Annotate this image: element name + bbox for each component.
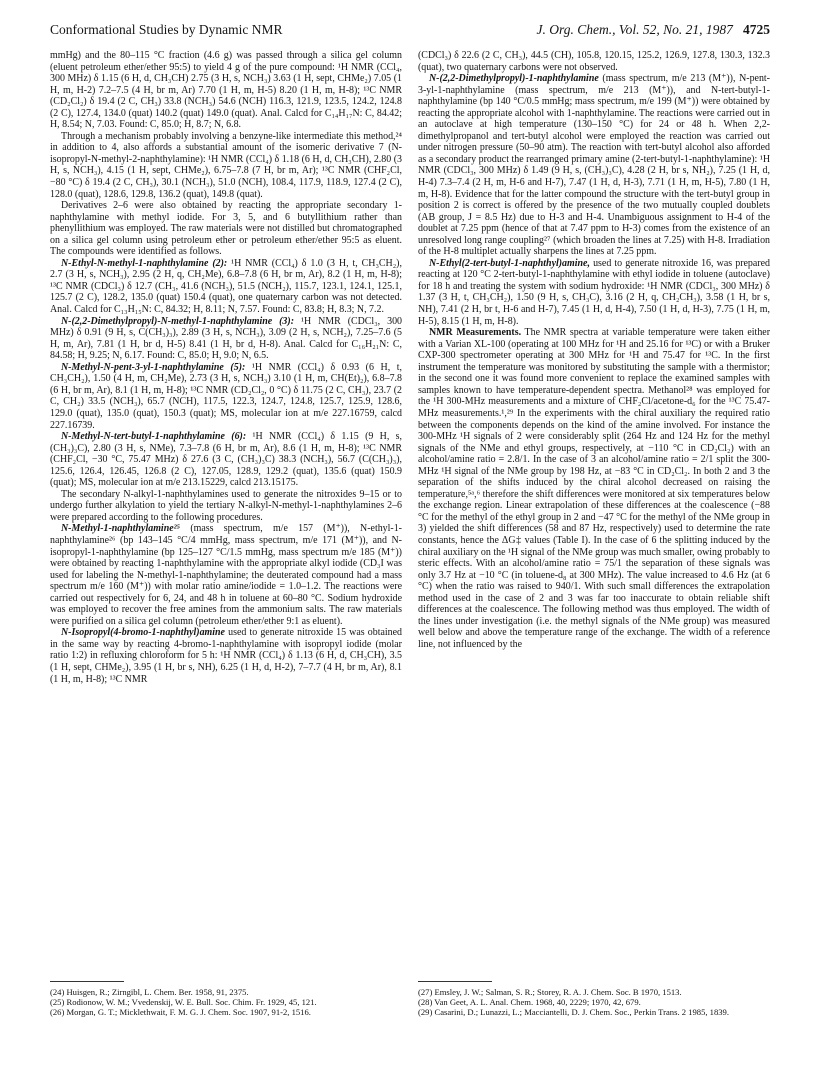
paragraph: N-Methyl-N-tert-butyl-1-naphthylamine (6): ¹H NMR (CCl₄) δ 1.15 (9 H, s, (CH₃)₃C), 2.80 (3 H, s, NMe), 7.3–7.8 (6 H, br m, Ar), 8.6 (1 H, m, H-8); ¹³C NMR (CHF₂Cl, −30 °C, 75.47 MHz) δ 27.6 (3 C, (CH₃)₃C) 38.3 (NCH₃), 56.7 (C(CH₃)₃), 125.6, 126.4, 126.45, 126.8 (2 C), 127.05, 128.9, 129.2 (quat), 135.6 (quat) 150.9 (quat); MS, molecular ion at m/e 213.15229, calcd 213.15175. <box>50 431 403 489</box>
paragraph: N-Methyl-N-pent-3-yl-1-naphthylamine (5): ¹H NMR (CCl₄) δ 0.93 (6 H, t, CH₃CH₂), 1.50 (4 H, m, CH₂Me), 2.73 (3 H, s, NCH₃) 3.10 (1 H, m, CH(Et)₂), 6.8–7.8 (6 H, br m, Ar), 8.1 (1 H, m, H-8); ¹³C NMR (CD₂Cl₂, 0 °C) δ 11.75 (2 C, CH₃), 23.7 (2 C, CH₂) 33.5 (NCH₃), 65.7 (NCH), 117.5, 122.3, 124.7, 124.8, 125.7, 125.9, 128.6, 129.0 (quat), 135.0 (quat), 150.3 (quat); MS, molecular ion at m/e 227.16759, calcd 227.16739. <box>50 361 402 431</box>
journal-issue: No. 21, 1987 <box>663 22 733 37</box>
footnotes-right <box>418 987 770 1018</box>
paragraph: N-(2,2-Dimethylpropyl)-1-naphthylamine (mass spectrum, m/e 213 (M⁺)), N-pent-3-yl-1-naphthylamine (mass spectrum, m/e 213 (M⁺)), and N-tert-butyl-1-naphthylamine (bp 140 °C/0.5 mmHg; mass spectrum, m/e 199 (M⁺)) were obtained by reacting the appropriate alcohol with 1-naphthylamine. The reactions were carried out in an autoclave at high temperature (130–150 °C) for 24 or 48 h. When 2,2-dimethylpropanol and tert-butyl alcohol were employed the reaction was carried out under nitrogen pressure (50–90 atm). The reaction with tert-butyl alcohol also afforded as a secondary product the rearranged primary amine (2-tert-butyl-1-naphthylamine): ¹H NMR (CDCl₃, 300 MHz) δ 1.49 (9 H, s, (CH₃)₃C), 4.28 (2 H, br s, NH₂), 7.25 (1 H, d, H-4) 7.3–7.4 (2 H, m, H-6 and H-7), 7.47 (1 H, d, H-3), 7.71 (1 H, m, H-5), 7.80 (1 H, m, H-8). Evidence that for the latter compound the structure with the tert-butyl group in position 2 is correct is offered by the presence of the two mutually coupled doublets (AB group, J = 8.5 Hz) due to H-3 and H-4. Unambiguous assignment to H-4 of the doublet at 7.25 ppm (hence of that at 7.47 ppm to H-3) comes from the existence of an unresolved long range coupling²⁷ (which broaden the lines at 7.25) with H-8. Irradiation of the H-8 multiplet actually sharpens the lines at 7.25 ppm. <box>418 73 770 258</box>
paragraph: N-Ethyl(2-tert-butyl-1-naphthyl)amine, used to generate nitroxide 16, was prepared reacting at 120 °C 2-tert-butyl-1-naphthylamine with ethyl iodide in toluene (autoclave) for 18 h and treating the system with sodium hydroxide: ¹H NMR (CDCl₃, 300 MHz) δ 1.37 (3 H, t, CH₃CH₂), 1.50 (9 H, s, CH₃C), 3.16 (2 H, q, CH₂CH₃), 3.58 (1 H, br s, NH), 7.41 (2 H, br t, H-6 and H-7), 7.45 (1 H, d, H-4), 7.50 (1 H, d, H-3), 7.75 (1 H, m, H-5), 8.15 (1 H, m, H-8). <box>418 257 770 327</box>
paragraph: N-Ethyl-N-methyl-1-naphthylamine (2): ¹H NMR (CCl₄) δ 1.0 (3 H, t, CH₃CH₂), 2.7 (3 H, s, NCH₃), 2.95 (2 H, q, CH₂Me), 6.8–7.8 (6 H, br m, Ar), 8.2 (1 H, m, H-8); ¹³C NMR (CDCl₃) δ 12.7 (CH₃, 41.6 (NCH₃), 51.5 (NCH₂), 115.7, 123.1, 124.1, 125.1, 125.7 (2 C), 128.2, 135.0 (quat) 150.4 (quat), one quaternary carbon was not detected. Anal. Calcd for C₁₃H₁₅N: C, 84.32; H, 8.11; N, 7.57. Found: C, 83.8; H, 8.3; N, 7.2. <box>50 257 402 316</box>
footnotes-left <box>50 987 402 1018</box>
running-header <box>50 22 770 40</box>
footnote-rule <box>418 981 492 982</box>
running-title: Conformational Studies by Dynamic NMR <box>50 22 283 37</box>
paragraph: The secondary N-alkyl-1-naphthylamines used to generate the nitroxides 9–15 or to undergo further alkylation to yield the tertiary N-alkyl-N-methyl-1-naphthylamines 2–6 were prepared according to the following procedures. <box>50 488 402 523</box>
section-heading: NMR Measurements. <box>429 327 522 339</box>
footnote: (25) Rodionow, W. M.; Vvedenskij, W. E. Bull. Soc. Chim. Fr. 1929, 45, 121. <box>50 997 317 1008</box>
journal-name: J. Org. Chem., <box>536 22 616 37</box>
paragraph: (CDCl₃) δ 22.6 (2 C, CH₃), 44.5 (CH), 105.8, 120.15, 125.2, 126.9, 127.8, 130.3, 132.3 (quat), two quaternary carbons were not observed. <box>418 50 770 73</box>
paragraph: NMR Measurements. The NMR spectra at variable temperature were taken either with a Varian XL-100 (operating at 100 MHz for ¹H and 25.16 for ¹³C) or with a Bruker CXP-300 spectrometer operating at 300 MHz for ¹H and 75.47 for ¹³C. In the first instrument the temperature was monitored by substituting the sample with a thermistor; in the second one it was found more convenient to replace the examined samples with samples known to have temperature-dependent spectra. Methanol²⁸ was employed for the ¹H 300-MHz measurements and a mixture of CHF₂Cl/acetone-d₆ for the ¹³C 75.47-MHz measurements.¹,²⁹ In the experiments with the chiral auxiliary the required ratio between the components depends on the kind of the amine involved. For instance the 300-MHz ¹H signals of 2 were considerably split (264 Hz and 124 Hz for the methyl signals of the NMe and ethyl groups, respectively, at −110 °C in CD₂Cl₂) with an alcohol/amine ratio = 2.8/1. In the case of 3 an alcohol/amine ratio = 2/1 split the 300-MHz ¹H signal of the NMe group by 198 Hz, at −83 °C in CD₂Cl₂. In both 2 and 3 the separation of the shifts induced by the chiral alcohol decreased on raising the temperature,⁵ᵃ,⁶ therefore the shift differences were monitored at six temperatures below the exchange region. Linear extrapolation of these differences at the coalescence (−88 °C for the methyl of the ethyl group in 2 and −47 °C for the methyl of the NMe group in 3) yielded the shift differences (58 and 87 Hz, respectively) used to determine the rate constants, hence the ΔG‡ values (Table I). In the case of 6 the splitting induced by the chiral auxiliary on the ¹H signal of the NMe group was much smaller, owing probably to steric effects. With an alcohol/amine ratio = 75/1 the separation of these signals was only 3.7 Hz at −10 °C (in toluene-d₈ at 300 MHz). The value increased to 4.6 Hz (at 6 °C) when the ratio was raised to 940/1. With such small differences the extrapolation method used in the case of 2 and 3 was far too inaccurate to obtain reliable shift differences at the coalescence. The following method was thus employed. The width of the lines under investigation (i.e. the methyl signals of the NMe group) was measured well below and above the temperature range of the exchange. The width of a reference line, not influenced by the <box>418 327 771 650</box>
compound-heading: N-Isopropyl(4-bromo-1-naphthyl)amine <box>61 627 225 639</box>
footnote: (28) Van Geet, A. L. Anal. Chem. 1968, 40, 2229; 1970, 42, 679. <box>418 997 641 1008</box>
paragraph: N-Isopropyl(4-bromo-1-naphthyl)amine used to generate nitroxide 15 was obtained in the same way by reacting 4-bromo-1-naphthylamine with isopropyl iodide (molar ratio 1:2) in refluxing chloroform for 5 h: ¹H NMR (CCl₄) δ 1.13 (6 H, d, CH₃CH), 3.5 (1 H, sept, CHMe₂), 3.95 (1 H, br s, NH), 6.25 (1 H, d, H-2), 7–7.7 (4 H, br m, Ar), 8.1 (1 H, m, H-8); ¹³C NMR <box>50 627 402 685</box>
journal-citation <box>536 22 770 38</box>
footnote: (29) Casarini, D.; Lunazzi, L.; Macciantelli, D. J. Chem. Soc., Perkin Trans. 2 1985, 1839. <box>418 1007 730 1018</box>
left-column <box>50 50 402 685</box>
compound-heading: N-Ethyl(2-tert-butyl-1-naphthyl)amine, <box>429 257 590 269</box>
right-column <box>418 50 770 650</box>
journal-volume: Vol. 52, <box>618 22 660 37</box>
paragraph: Through a mechanism probably involving a benzyne-like intermediate this method,²⁴ in addition to 4, also affords a substantial amount of the isomeric derivative 7 (N-isopropyl-N-methyl-2-naphthylamine): ¹H NMR (CCl₄) δ 1.18 (6 H, d, CH₃CH), 2.80 (3 H, s, NCH₃), 4.15 (1 H, sept, CHMe₂), 6.75–7.8 (7 H, br m, Ar); ¹³C NMR (CHF₂Cl, −80 °C) δ 19.4 (2 C, CH₃), 30.1 (NCH₃), 51.0 (NCH), 108.4, 117.9, 118.9, 127.4 (2 C), 128.0 (quat), 128.6, 129.8, 136.2 (quat), 149.8 (quat). <box>50 130 402 200</box>
compound-heading: N-Methyl-N-pent-3-yl-1-naphthylamine (5): <box>61 361 246 373</box>
footnote-rule <box>50 981 124 982</box>
compound-heading: N-Methyl-N-tert-butyl-1-naphthylamine (6): <box>61 431 247 443</box>
paragraph: mmHg) and the 80–115 °C fraction (4.6 g) was passed through a silica gel column (eluent petroleum ether/ether 95:5) to yield 4 g of the pure compound: ¹H NMR (CCl₄, 300 MHz) δ 1.15 (6 H, d, CH₃CH) 2.75 (3 H, s, NCH₃) 3.63 (1 H, sept, CHMe₂) 7.05 (1 H, m, H-2) 7.2–7.5 (4 H, br m, Ar) 7.70 (1 H, m, H-5) 8.20 (1 H, m, H-8); ¹³C NMR (CD₂Cl₂) δ 19.4 (2 C, CH₃) 33.8 (NCH₃) 54.6 (NCH) 116.3, 121.9, 123.5, 124.2, 124.8 (2 C), 127.4, 134.0 (quat) 140.2 (quat) 149.0 (quat). Anal. Calcd for C₁₄H₁₇N: C, 84.42; H, 8.54; N, 7.03. Found: C, 85.0; H, 8.7; N, 6.8. <box>50 50 402 131</box>
paragraph: N-(2,2-Dimethylpropyl)-N-methyl-1-naphthylamine (3): ¹H NMR (CDCl₃, 300 MHz) δ 0.91 (9 H, s, C(CH₃)₃), 2.89 (3 H, s, NCH₃), 3.09 (2 H, s, NCH₂), 7.25–7.6 (5 H, m, Ar), 7.81 (1 H, br d, H-5) 8.41 (1 H, br d, H-8). Anal. Calcd for C₁₆H₂₁N: C, 84.58; H, 9.25; N, 6.17. Found: C, 85.0; H, 9.0; N, 6.5. <box>50 315 403 362</box>
footnote: (27) Emsley, J. W.; Salman, S. R.; Storey, R. A. J. Chem. Soc. B 1970, 1513. <box>418 987 682 997</box>
compound-heading: N-Methyl-1-naphthylamine²⁵ <box>61 523 181 535</box>
footnote: (24) Huisgen, R.; Zirngibl, L. Chem. Ber. 1958, 91, 2375. <box>50 987 249 997</box>
paragraph: Derivatives 2–6 were also obtained by reacting the appropriate secondary 1-naphthylamine with methyl iodide. For 3, 5, and 6 butyllithium rather than phenyllithium was employed. The raw materials were not distilled but chromatographed on a silica gel column using petroleum ether or petroleum ether/ether 95:5 as eluent. The compounds were identified as follows. <box>50 200 402 258</box>
compound-heading: N-Ethyl-N-methyl-1-naphthylamine (2): <box>61 257 228 269</box>
page-number: 4725 <box>743 22 770 37</box>
compound-heading: N-(2,2-Dimethylpropyl)-N-methyl-1-naphthylamine (3): <box>61 315 295 327</box>
footnote: (26) Morgan, G. T.; Micklethwait, F. M. G. J. Chem. Soc. 1907, 91-2, 1516. <box>50 1007 311 1018</box>
paragraph: N-Methyl-1-naphthylamine²⁵ (mass spectrum, m/e 157 (M⁺)), N-ethyl-1-naphthylamine²⁶ (bp 143–145 °C/4 mmHg, mass spectrum, m/e 171 (M⁺)), and N-isopropyl-1-naphthylamine (bp 125–127 °C/1.5 mmHg, mass spectrum m/e 185 (M⁺)) were obtained by reacting 1-naphthylamine with the appropriate alkyl iodide (CD₃I was used for labeling the N-methyl-1-naphthylamine; the deuterated compound had a mass spectrum m/e 160 (M⁺)) with molar ratio amine/iodide = 1.0–1.2. The reactions were carried out respectively for 6, 24, and 48 h in toluene at 60–80 °C. Sodium hydroxide was employed to recover the free amines from the ammonium salts. The raw materials were purified on a silica gel column (petroleum ether/ether 9:1 as eluent). <box>50 523 402 627</box>
compound-heading: N-(2,2-Dimethylpropyl)-1-naphthylamine <box>429 73 599 85</box>
